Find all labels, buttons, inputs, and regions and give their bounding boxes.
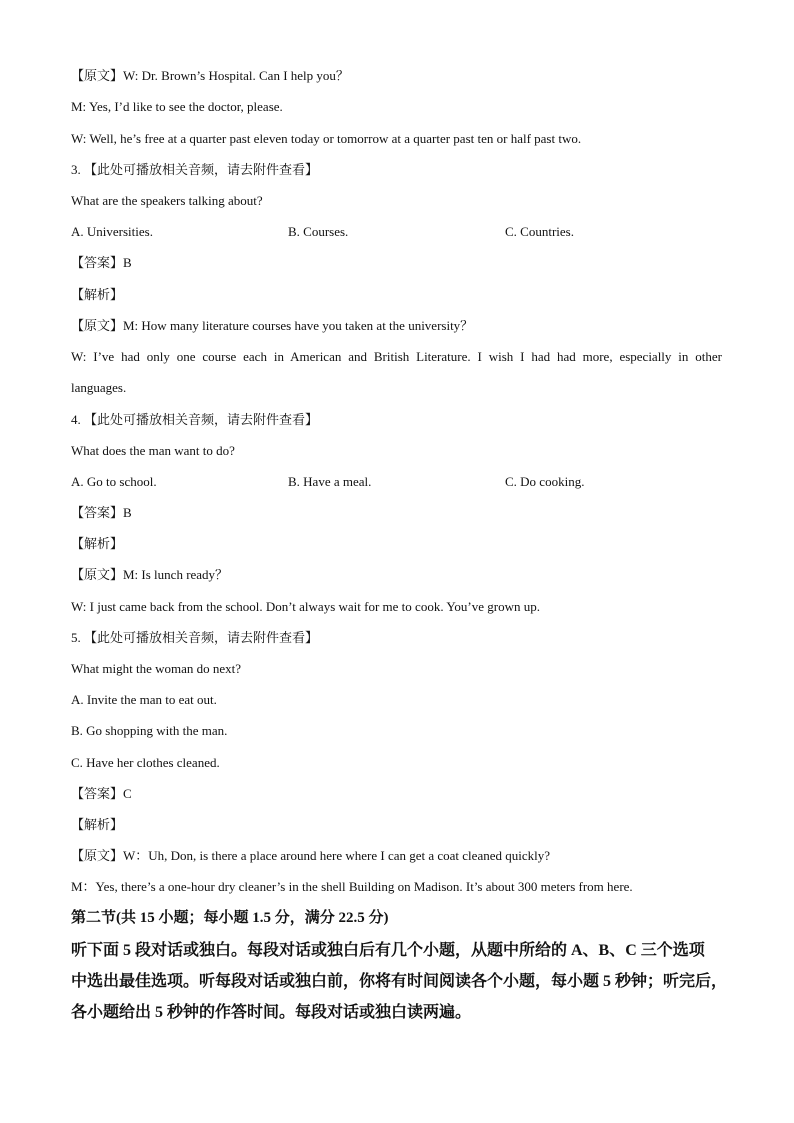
transcript-line: M: Yes, I’d like to see the doctor, please. xyxy=(71,99,283,114)
question-4-analysis: 【解析】 xyxy=(71,536,124,551)
section-instructions-line: 各小题给出 5 秒钟的作答时间。每段对话或独白读两遍。 xyxy=(71,1004,472,1021)
transcript-line: 【原文】W: Dr. Brown’s Hospital. Can I help you？ xyxy=(71,68,349,83)
transcript-line: 【原文】M: Is lunch ready？ xyxy=(71,567,229,582)
question-3-option-c: C. Countries. xyxy=(505,224,574,239)
question-3-option-a: A. Universities. xyxy=(71,224,153,239)
question-5-answer: 【答案】C xyxy=(71,786,132,801)
question-5-text: What might the woman do next? xyxy=(71,661,242,676)
question-3-text: What are the speakers talking about? xyxy=(71,193,263,208)
question-3-answer: 【答案】B xyxy=(71,255,132,270)
question-4-text: What does the man want to do? xyxy=(71,443,235,458)
question-4-answer: 【答案】B xyxy=(71,505,132,520)
question-5-option-a: A. Invite the man to eat out. xyxy=(71,692,217,707)
question-5-option-b: B. Go shopping with the man. xyxy=(71,723,228,738)
question-4-header: 4. 【此处可播放相关音频，请去附件查看】 xyxy=(71,412,319,427)
transcript-line: 【原文】M: How many literature courses have you taken at the university？ xyxy=(71,318,474,333)
question-3-option-b: B. Courses. xyxy=(288,224,349,239)
question-5-analysis: 【解析】 xyxy=(71,817,124,832)
section-instructions-line: 中选出最佳选项。听每段对话或独白前，你将有时间阅读各个小题，每小题 5 秒钟；听完后， xyxy=(71,973,728,990)
transcript-line: languages. xyxy=(71,380,127,395)
transcript-line: W: I’ve had only one course each in American and British Literature. I wish I had had more, especially in other xyxy=(71,349,722,364)
question-4-option-c: C. Do cooking. xyxy=(505,474,585,489)
question-5-header: 5. 【此处可播放相关音频，请去附件查看】 xyxy=(71,630,319,645)
question-4-option-b: B. Have a meal. xyxy=(288,474,372,489)
transcript-line: W: Well, he’s free at a quarter past eleven today or tomorrow at a quarter past ten or half past two. xyxy=(71,131,582,146)
question-3-analysis: 【解析】 xyxy=(71,287,124,302)
transcript-line: W: I just came back from the school. Don’t always wait for me to cook. You’ve grown up. xyxy=(71,599,540,614)
transcript-line: 【原文】W：Uh, Don, is there a place around here where I can get a coat cleaned quickly? xyxy=(71,848,550,863)
transcript-line: M：Yes, there’s a one-hour dry cleaner’s in the shell Building on Madison. It’s about 300 meters from here. xyxy=(71,879,633,894)
question-4-option-a: A. Go to school. xyxy=(71,474,157,489)
section-2-heading: 第二节(共 15 小题；每小题 1.5 分，满分 22.5 分) xyxy=(71,910,389,926)
question-3-header: 3. 【此处可播放相关音频，请去附件查看】 xyxy=(71,162,319,177)
section-instructions-line: 听下面 5 段对话或独白。每段对话或独白后有几个小题，从题中所给的 A、B、C 三个选项 xyxy=(71,942,705,959)
question-5-option-c: C. Have her clothes cleaned. xyxy=(71,755,220,770)
